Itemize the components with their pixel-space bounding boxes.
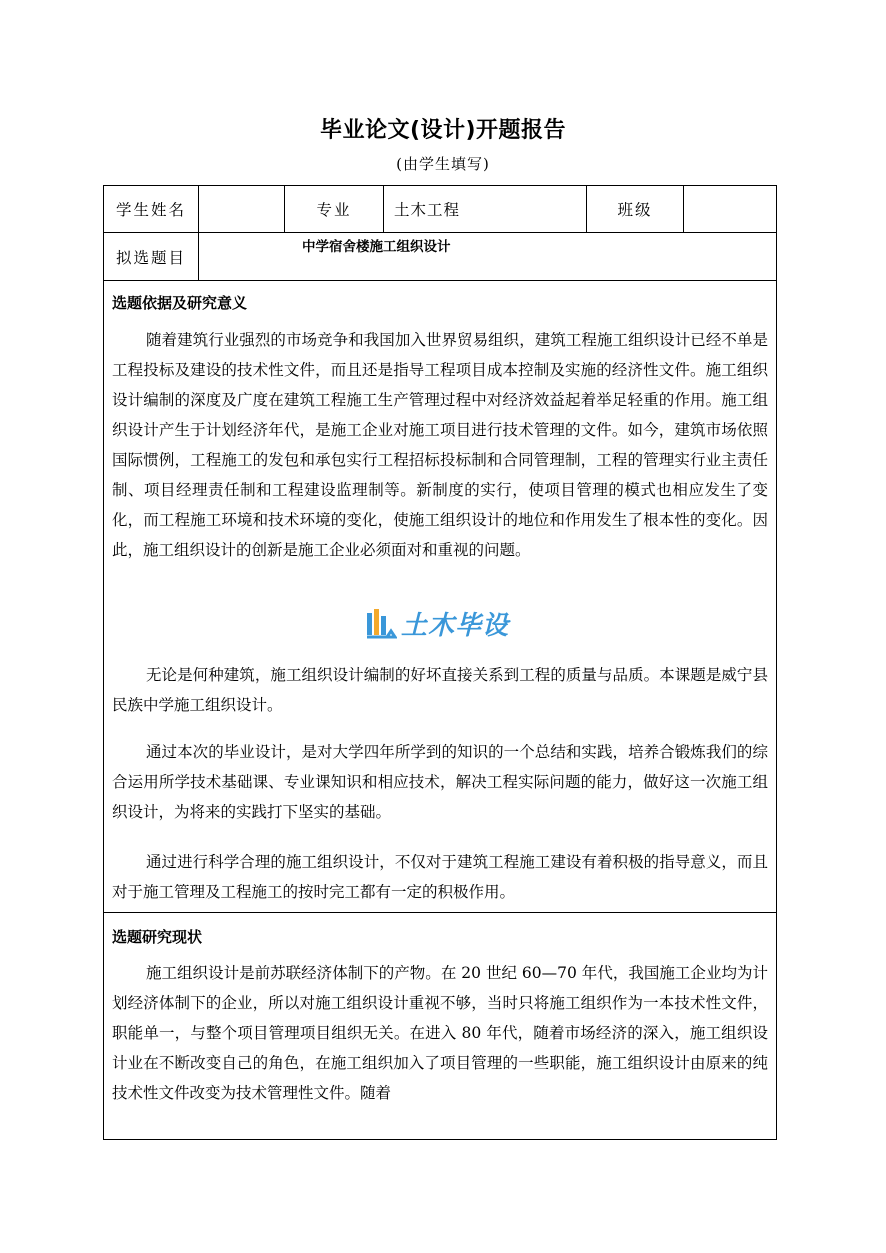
report-title: 毕业论文(设计)开题报告 [319, 118, 567, 143]
watermark-icon [365, 607, 397, 641]
section-heading-status: 选题研究现状 [112, 928, 203, 946]
class-value [684, 186, 776, 232]
table-row-divider [103, 912, 777, 913]
topic-label: 拟选题目 [115, 248, 186, 267]
watermark-text: 土木毕设 [401, 611, 510, 641]
table-border-left [103, 185, 104, 1140]
table-row-divider [103, 280, 777, 281]
section-heading-basis: 选题依据及研究意义 [112, 294, 248, 312]
paragraph: 通过进行科学合理的施工组织设计，不仅对于建筑工程施工建设有着积极的指导意义，而且对于施工管理及工程施工的按时完工都有一定的积极作用。 [112, 853, 768, 901]
report-subtitle: (由学生填写) [396, 155, 490, 173]
major-value: 土木工程 [394, 201, 461, 219]
table-border-right [776, 185, 777, 1140]
watermark-logo [365, 605, 509, 642]
paragraph: 无论是何种建筑，施工组织设计编制的好坏直接关系到工程的质量与品质。本课题是威宁县民族中学施工组织设计。 [112, 666, 768, 714]
topic-value: 中学宿舍楼施工组织设计 [302, 239, 451, 255]
student-name-value [199, 186, 284, 232]
paragraph: 施工组织设计是前苏联经济体制下的产物。在 20 世纪 60—70 年代，我国施工企业均为计划经济体制下的企业，所以对施工组织设计重视不够，当时只将施工组织作为一本技术性文件，职能单一，与整个项目管理项目组织无关。在进入 80 年代，随着市场经济的深入，施工组织设计业在不断改变自己的角色，在施工组织加入了项目管理的一些职能，施工组织设计由原来的纯技术性文件改变为技术管理性文件。随着 [112, 964, 768, 1102]
class-label: 班级 [617, 201, 653, 219]
paragraph: 通过本次的毕业设计，是对大学四年所学到的知识的一个总结和实践，培养合锻炼我们的综合运用所学技术基础课、专业课知识和相应技术，解决工程实际问题的能力，做好这一次施工组织设计，为将来的实践打下坚实的基础。 [112, 743, 768, 821]
table-row-divider [103, 232, 777, 233]
major-label: 专业 [316, 201, 352, 219]
student-name-label: 学生姓名 [115, 201, 186, 219]
paragraph: 随着建筑行业强烈的市场竞争和我国加入世界贸易组织，建筑工程施工组织设计已经不单是工程投标及建设的技术性文件，而且还是指导工程项目成本控制及实施的经济性文件。施工组织设计编制的深度及广度在建筑工程施工生产管理过程中对经济效益起着举足轻重的作用。施工组织设计产生于计划经济年代，是施工企业对施工项目进行技术管理的文件。如今，建筑市场依照国际惯例，工程施工的发包和承包实行工程招标投标制和合同管理制，工程的管理实行业主责任制、项目经理责任制和工程建设监理制等。新制度的实行，使项目管理的模式也相应发生了变化，而工程施工环境和技术环境的变化，使施工组织设计的地位和作用发生了根本性的变化。因此，施工组织设计的创新是施工企业必须面对和重视的问题。 [112, 331, 768, 559]
table-border-bottom [103, 1139, 777, 1140]
